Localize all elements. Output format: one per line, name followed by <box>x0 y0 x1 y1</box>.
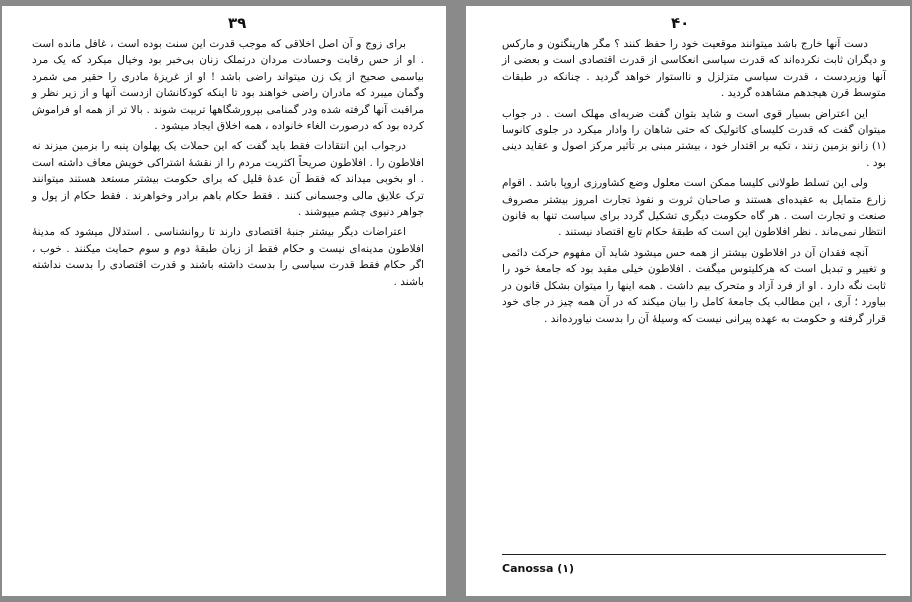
page-body <box>32 36 424 294</box>
page-number: ۴۰ <box>671 14 690 32</box>
paragraph: درجواب این انتقادات فقط باید گفت که این حملات یک پهلوان پنبه را بزمین میزند نه افلاطون را . افلاطون صریحاً اکثریت مردم را از نقشهٔ اشتراکی خویش معاف داشته است . او بخوبی میداند که فقط آن عدهٔ قلیل که برای حکومت بیشتر مستعد هستند میتوانند ترک علایق مالی وجسمانی کنند . فقط حکام باهم برادر وخواهرند . فقط حکام از پول و جواهر دنیوی چشم میپوشند . <box>32 140 424 219</box>
page-number: ۳۹ <box>228 14 247 32</box>
paragraph: برای زوج و آن اصل اخلاقی که موجب قدرت این سنت بوده است ، غافل مانده است . او از حس رقابت وحسادت مردان درتملک زنان بی‌خبر بود وخیال میکرد که یک مرد بیاسمی صحیح از یک زن میتواند راضی باشد ! او از غریزهٔ مادری را حقیر می شمرد وگمان میبرد که مادران راضی خواهند بود تا اینکه کودکانشان ازدست آنها و از زیر نظر و مراقبت آنها گرفته شده ودر گمنامی بپرورشگاهها تربیت شوند . بالا تر از همه او فراموش کرده بود که درصورت الغاء خانواده ، همه اخلاق ایجاد میشود . <box>32 38 424 133</box>
footnote: Canossa (۱) <box>502 562 574 575</box>
paragraph: آنچه فقدان آن در افلاطون بیشتر از همه حس میشود شاید آن مفهوم حرکت دائمی و تغییر و تبدیل است که هرکلیتوس میگفت . افلاطون خیلی مقید بود که جامعهٔ خود را ثابت نگه دارد . او از فرد آزاد و متحرک بیم داشت . همه اینها را میتوان بشکل قانون در بیاورد ؛ آری ، این مطالب یک جامعهٔ کامل را بیان میکند که در آن همه چیز در جای خود قرار گرفته و حکومت به عهده پیرانی نیست که وسیلهٔ آن را بدست نیاورده‌اند . <box>502 246 886 325</box>
paragraph: اعتراضات دیگر بیشتر جنبهٔ اقتصادی دارند تا روانشناسی . استدلال میشود که مدینهٔ افلاطون مدینه‌ای نیست و حکام فقط از زبان طبقهٔ دوم و سوم حمایت میکنند . خوب ، اگر حکام فقط قدرت سیاسی را بدست داشته باشند و قدرت اقتصادی را بدست نداشته باشند . <box>32 226 424 288</box>
page-body <box>502 36 886 331</box>
paragraph: این اعتراض بسیار قوی است و شاید بتوان گفت ضربه‌ای مهلک است . در جواب میتوان گفت که قدرت کلیسای کاتولیک که حتی شاهان را وادار میکرد در جلوی کانوسا (۱) زانو بزمین زنند ، تکیه بر اقتدار خود ، بیشتر مبنی بر تأثیر مرکز اصول و عقاید دینی بود . <box>502 107 886 169</box>
left-book-page <box>2 6 446 596</box>
footnote-divider <box>502 554 886 555</box>
paragraph: ولی این تسلط طولانی کلیسا ممکن است معلول وضع کشاورزی اروپا باشد . اقوام زارع متمایل به عقیده‌ای هستند و صاحبان ثروت و نفوذ تجارت امروز بیشتر مصروف صنعت و تجارت است . هر گاه حکومت دیگری تشکیل گردد برای سیاست تنها به قانون انتظار نمی‌ماند . نظر افلاطون این است که طبقهٔ حکام تابع اقتصاد نیستند . <box>502 177 886 239</box>
paragraph: دست آنها خارج باشد میتوانند موقعیت خود را حفظ کنند ؟ مگر هارینگتون و مارکس و دیگران ثابت نکرده‌اند که قدرت سیاسی انعکاسی از قدرت اقتصادی است و بعضی از آنها وزیردست ، قدرت سیاسی متزلزل و نااستوار خواهد گردید . چنانکه در طبقات متوسط قرن هیجدهم مشاهده گردید . <box>502 38 886 100</box>
right-book-page <box>466 6 910 596</box>
